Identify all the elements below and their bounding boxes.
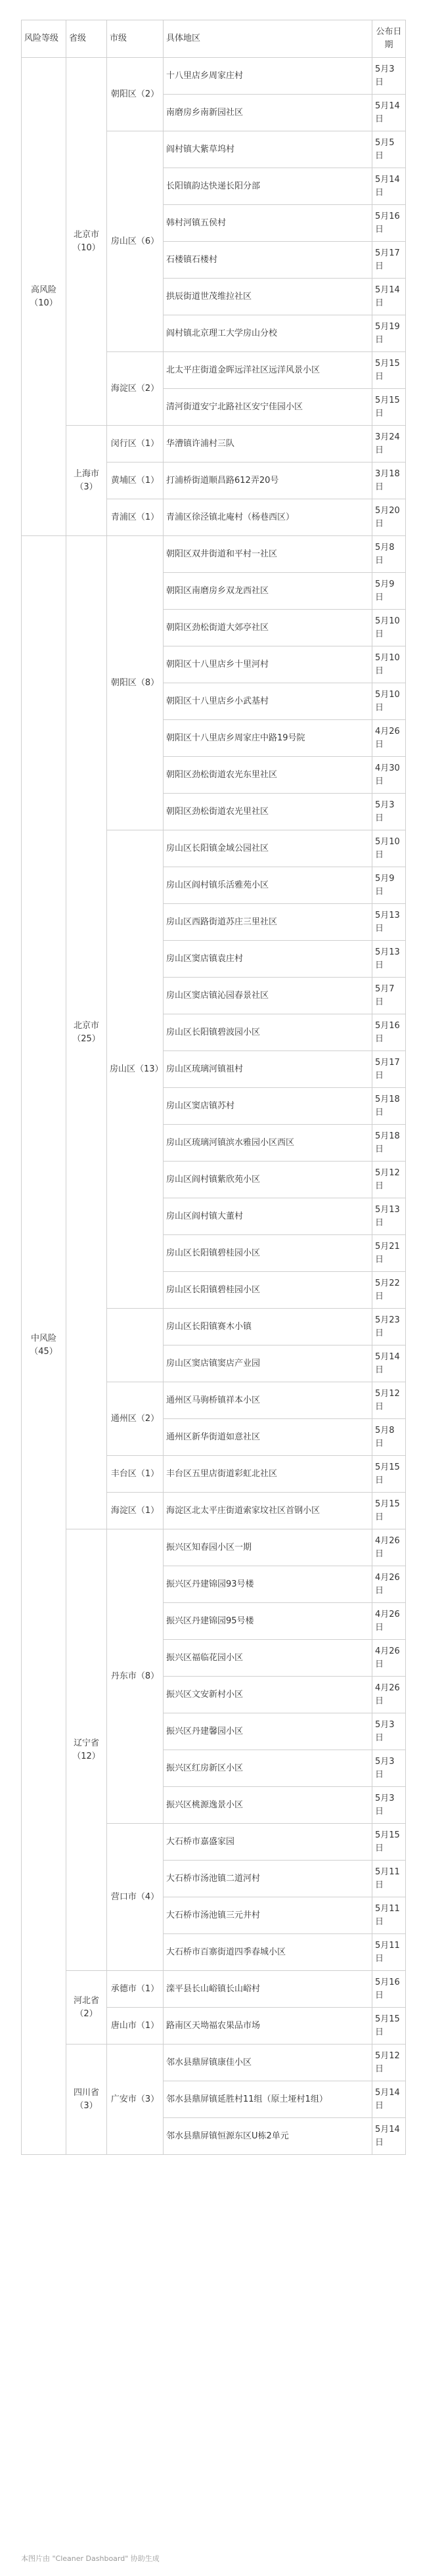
area-cell: 华漕镇许浦村三队 [164, 426, 372, 463]
area-cell: 房山区窦店镇沁园春景社区 [164, 978, 372, 1014]
date-cell: 5月13日 [372, 904, 406, 941]
city-cell: 承德市（1） [107, 1971, 164, 2008]
risk-level-cell: 中风险（45） [22, 536, 66, 2155]
date-cell: 5月12日 [372, 1382, 406, 1419]
table-row [22, 58, 406, 95]
table-row [22, 536, 406, 573]
area-cell: 海淀区北太平庄街道索家坟社区首钢小区 [164, 1493, 372, 1529]
date-cell: 5月13日 [372, 941, 406, 978]
date-cell: 5月13日 [372, 1198, 406, 1235]
province-cell: 河北省（2） [66, 1971, 107, 2045]
area-cell: 房山区长阳镇赛木小镇 [164, 1309, 372, 1345]
area-cell: 朝阳区十八里店乡十里河村 [164, 646, 372, 683]
date-cell: 4月26日 [372, 1640, 406, 1677]
date-cell: 5月14日 [372, 279, 406, 315]
date-cell: 5月15日 [372, 2008, 406, 2045]
area-cell: 朝阳区十八里店乡小武基村 [164, 683, 372, 720]
date-cell: 5月12日 [372, 2045, 406, 2081]
area-cell: 邻水县鼎屏镇恒源东区U栋2单元 [164, 2118, 372, 2155]
table-body [22, 58, 406, 2155]
date-cell: 4月26日 [372, 720, 406, 757]
date-cell: 5月14日 [372, 95, 406, 131]
area-cell: 清河街道安宁北路社区安宁佳园小区 [164, 389, 372, 426]
area-cell: 打浦桥街道顺昌路612弄20号 [164, 463, 372, 499]
area-cell: 振兴区丹建锦园93号楼 [164, 1566, 372, 1603]
header-city: 市级 [107, 20, 164, 58]
area-cell: 振兴区福临花园小区 [164, 1640, 372, 1677]
area-cell: 南磨房乡南新园社区 [164, 95, 372, 131]
city-cell: 朝阳区（8） [107, 536, 164, 830]
date-cell: 5月16日 [372, 1971, 406, 2008]
date-cell: 5月14日 [372, 2118, 406, 2155]
city-cell: 唐山市（1） [107, 2008, 164, 2045]
area-cell: 振兴区知春园小区一期 [164, 1529, 372, 1566]
province-cell: 辽宁省（12） [66, 1529, 107, 1971]
city-cell: 青浦区（1） [107, 499, 164, 536]
header-area: 具体地区 [164, 20, 372, 58]
area-cell: 振兴区文安新村小区 [164, 1677, 372, 1713]
area-cell: 房山区长阳镇碧波园小区 [164, 1014, 372, 1051]
area-cell: 房山区琉璃河镇滨水雅园小区西区 [164, 1125, 372, 1162]
date-cell: 5月18日 [372, 1125, 406, 1162]
area-cell: 通州区新华街道如意社区 [164, 1419, 372, 1456]
area-cell: 韩村河镇五侯村 [164, 205, 372, 242]
city-cell: 黄埔区（1） [107, 463, 164, 499]
date-cell: 5月10日 [372, 610, 406, 646]
table-row [22, 1529, 406, 1566]
area-cell: 朝阳区劲松街道大郊亭社区 [164, 610, 372, 646]
area-cell: 振兴区桃源逸景小区 [164, 1787, 372, 1824]
area-cell: 大石桥市百寨街道四季春城小区 [164, 1934, 372, 1971]
area-cell: 朝阳区劲松街道农光里社区 [164, 794, 372, 830]
area-cell: 朝阳区南磨房乡双龙西社区 [164, 573, 372, 610]
date-cell: 5月15日 [372, 1456, 406, 1493]
area-cell: 通州区马驹桥镇祥本小区 [164, 1382, 372, 1419]
area-cell: 房山区窦店镇窦店产业园 [164, 1345, 372, 1382]
footer-note: 本图片由 "Cleaner Dashboard" 协助生成 [21, 2554, 160, 2563]
date-cell: 5月3日 [372, 1787, 406, 1824]
area-cell: 大石桥市汤池镇三元井村 [164, 1897, 372, 1934]
date-cell: 5月11日 [372, 1897, 406, 1934]
date-cell: 3月24日 [372, 426, 406, 463]
city-cell [107, 1309, 164, 1382]
area-cell: 房山区阎村镇大董村 [164, 1198, 372, 1235]
date-cell: 5月16日 [372, 1014, 406, 1051]
area-cell: 拱辰街道世茂维拉社区 [164, 279, 372, 315]
date-cell: 5月14日 [372, 1345, 406, 1382]
header-date: 公布日期 [372, 20, 406, 58]
date-cell: 5月10日 [372, 646, 406, 683]
area-cell: 长阳镇韵达快递长阳分部 [164, 168, 372, 205]
area-cell: 阎村镇大紫草坞村 [164, 131, 372, 168]
date-cell: 5月10日 [372, 830, 406, 867]
date-cell: 5月17日 [372, 242, 406, 279]
province-cell: 北京市（10） [66, 58, 107, 426]
date-cell: 4月26日 [372, 1603, 406, 1640]
area-cell: 房山区西路街道苏庄三里社区 [164, 904, 372, 941]
area-cell: 邻水县鼎屏镇康佳小区 [164, 2045, 372, 2081]
table-row [22, 2045, 406, 2081]
date-cell: 4月26日 [372, 1677, 406, 1713]
header-province: 省级 [66, 20, 107, 58]
area-cell: 振兴区丹建锦园95号楼 [164, 1603, 372, 1640]
date-cell: 5月8日 [372, 536, 406, 573]
area-cell: 房山区阎村镇紫欣苑小区 [164, 1162, 372, 1198]
date-cell: 5月15日 [372, 1493, 406, 1529]
date-cell: 5月21日 [372, 1235, 406, 1272]
area-cell: 朝阳区劲松街道农光东里社区 [164, 757, 372, 794]
area-cell: 十八里店乡周家庄村 [164, 58, 372, 95]
date-cell: 5月8日 [372, 1419, 406, 1456]
date-cell: 5月15日 [372, 352, 406, 389]
area-cell: 振兴区红房新区小区 [164, 1750, 372, 1787]
area-cell: 路南区天坳福农果品市场 [164, 2008, 372, 2045]
area-cell: 石楼镇石楼村 [164, 242, 372, 279]
city-cell: 广安市（3） [107, 2045, 164, 2155]
area-cell: 振兴区丹建馨园小区 [164, 1713, 372, 1750]
area-cell: 青浦区徐泾镇北庵村（杨巷西区） [164, 499, 372, 536]
date-cell: 5月22日 [372, 1272, 406, 1309]
province-cell: 北京市（25） [66, 536, 107, 1529]
area-cell: 邻水县鼎屏镇延胜村11组（原土垭村1组） [164, 2081, 372, 2118]
date-cell: 5月3日 [372, 794, 406, 830]
date-cell: 5月16日 [372, 205, 406, 242]
city-cell: 丹东市（8） [107, 1529, 164, 1824]
area-cell: 朝阳区双井街道和平村一社区 [164, 536, 372, 573]
date-cell: 5月11日 [372, 1861, 406, 1897]
date-cell: 5月17日 [372, 1051, 406, 1088]
date-cell: 5月11日 [372, 1934, 406, 1971]
area-cell: 大石桥市嘉盛家园 [164, 1824, 372, 1861]
area-cell: 丰台区五里店街道彩虹北社区 [164, 1456, 372, 1493]
area-cell: 房山区窦店镇苏村 [164, 1088, 372, 1125]
date-cell: 4月30日 [372, 757, 406, 794]
table-row [22, 426, 406, 463]
province-cell: 上海市（3） [66, 426, 107, 536]
date-cell: 5月14日 [372, 2081, 406, 2118]
table-row [22, 1971, 406, 2008]
area-cell: 房山区琉璃河镇祖村 [164, 1051, 372, 1088]
area-cell: 大石桥市汤池镇二道河村 [164, 1861, 372, 1897]
date-cell: 5月12日 [372, 1162, 406, 1198]
date-cell: 5月23日 [372, 1309, 406, 1345]
area-cell: 房山区长阳镇碧桂园小区 [164, 1272, 372, 1309]
city-cell: 房山区（6） [107, 131, 164, 352]
date-cell: 5月3日 [372, 58, 406, 95]
date-cell: 5月18日 [372, 1088, 406, 1125]
date-cell: 5月5日 [372, 131, 406, 168]
header-risk-level: 风险等级 [22, 20, 66, 58]
area-cell: 朝阳区十八里店乡周家庄中路19号院 [164, 720, 372, 757]
date-cell: 5月10日 [372, 683, 406, 720]
date-cell: 5月3日 [372, 1713, 406, 1750]
city-cell: 海淀区（1） [107, 1493, 164, 1529]
date-cell: 5月9日 [372, 573, 406, 610]
province-cell: 四川省（3） [66, 2045, 107, 2155]
date-cell: 5月20日 [372, 499, 406, 536]
date-cell: 5月9日 [372, 867, 406, 904]
area-cell: 滦平县长山峪镇长山峪村 [164, 1971, 372, 2008]
city-cell: 房山区（13） [107, 830, 164, 1309]
date-cell: 5月19日 [372, 315, 406, 352]
city-cell: 朝阳区（2） [107, 58, 164, 131]
risk-level-cell: 高风险（10） [22, 58, 66, 536]
city-cell: 营口市（4） [107, 1824, 164, 1971]
date-cell: 4月26日 [372, 1566, 406, 1603]
city-cell: 丰台区（1） [107, 1456, 164, 1493]
date-cell: 5月7日 [372, 978, 406, 1014]
city-cell: 闵行区（1） [107, 426, 164, 463]
area-cell: 房山区长阳镇金域公园社区 [164, 830, 372, 867]
risk-area-table [21, 20, 406, 2155]
area-cell: 阎村镇北京理工大学房山分校 [164, 315, 372, 352]
date-cell: 5月3日 [372, 1750, 406, 1787]
date-cell: 3月18日 [372, 463, 406, 499]
date-cell: 5月15日 [372, 1824, 406, 1861]
area-cell: 房山区长阳镇碧桂园小区 [164, 1235, 372, 1272]
area-cell: 北太平庄街道金晖远洋社区远洋风景小区 [164, 352, 372, 389]
area-cell: 房山区阎村镇乐活雅苑小区 [164, 867, 372, 904]
date-cell: 5月14日 [372, 168, 406, 205]
table-header-row [22, 20, 406, 58]
city-cell: 海淀区（2） [107, 352, 164, 426]
area-cell: 房山区窦店镇袁庄村 [164, 941, 372, 978]
date-cell: 4月26日 [372, 1529, 406, 1566]
date-cell: 5月15日 [372, 389, 406, 426]
city-cell: 通州区（2） [107, 1382, 164, 1456]
